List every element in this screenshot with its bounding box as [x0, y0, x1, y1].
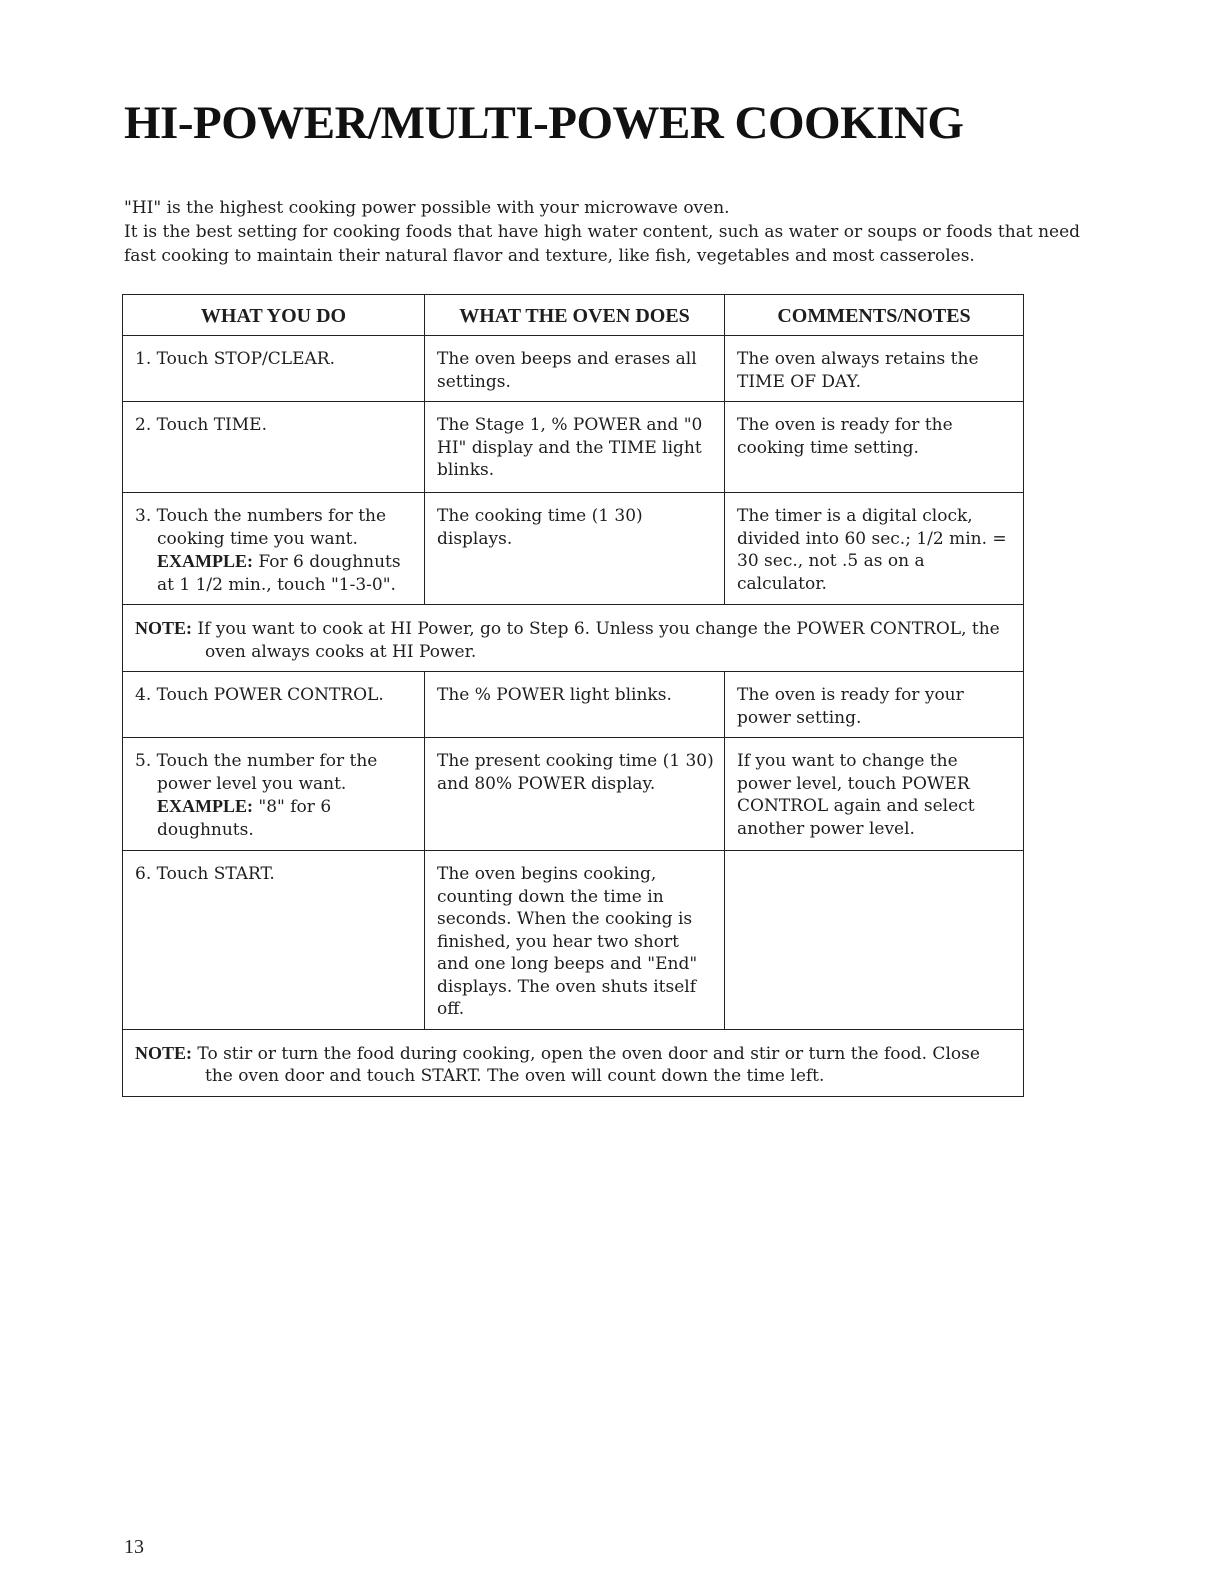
step-cell: [123, 672, 425, 738]
step-text: 6. Touch START.: [135, 864, 275, 884]
intro-line: It is the best setting for cooking foods that have high water content, such as water or soups or foods that need: [124, 222, 1081, 242]
notes-cell: The oven always retains the TIME OF DAY.: [725, 336, 1024, 402]
step-text: 4. Touch POWER CONTROL.: [135, 685, 384, 705]
example-line: [135, 795, 414, 841]
step-cell: [123, 336, 425, 402]
table-row: [123, 493, 1024, 605]
oven-cell: The oven begins cooking, counting down the time in seconds. When the cooking is finished, you hear two short and one long beeps and "End" displays. The oven shuts itself off.: [425, 851, 725, 1030]
example-text: For 6 doughnuts at 1 1/2 min., touch "1-3-0".: [157, 552, 401, 595]
example-label: EXAMPLE:: [157, 551, 253, 571]
instructions-table: [122, 294, 1024, 1097]
step-text: 2. Touch TIME.: [135, 415, 267, 435]
table-row: [123, 851, 1024, 1030]
example-line: [135, 550, 414, 596]
oven-cell: The % POWER light blinks.: [425, 672, 725, 738]
oven-cell: The present cooking time (1 30) and 80% POWER display.: [425, 738, 725, 851]
step-text: 3. Touch the numbers for the cooking time you want.: [135, 506, 387, 549]
header-what-the-oven-does: WHAT THE OVEN DOES: [425, 295, 725, 336]
note-text: [135, 1042, 1013, 1088]
note-cell: [123, 1029, 1024, 1096]
step-cell: [123, 738, 425, 851]
note-body: To stir or turn the food during cooking, open the oven door and stir or turn the food. Close the oven door and touch START. The oven will count down the time left.: [192, 1043, 980, 1086]
step-text: 5. Touch the number for the power level you want.: [135, 751, 378, 794]
notes-cell: The oven is ready for the cooking time setting.: [725, 402, 1024, 493]
table-row: [123, 336, 1024, 402]
step-text: 1. Touch STOP/CLEAR.: [135, 349, 335, 369]
step-cell: [123, 851, 425, 1030]
note-label: NOTE:: [135, 1042, 193, 1063]
note-row: [123, 605, 1024, 672]
oven-cell: The Stage 1, % POWER and "0 HI" display and the TIME light blinks.: [425, 402, 725, 493]
oven-cell: The oven beeps and erases all settings.: [425, 336, 725, 402]
header-comments-notes: COMMENTS/NOTES: [725, 295, 1024, 336]
notes-cell: The oven is ready for your power setting.: [725, 672, 1024, 738]
notes-cell: [725, 851, 1024, 1030]
example-label: EXAMPLE:: [157, 796, 253, 816]
note-row: [123, 1029, 1024, 1096]
oven-cell: The cooking time (1 30) displays.: [425, 493, 725, 605]
note-body: If you want to cook at HI Power, go to Step 6. Unless you change the POWER CONTROL, the oven always cooks at HI Power.: [192, 619, 1000, 662]
notes-cell: The timer is a digital clock, divided into 60 sec.; 1/2 min. = 30 sec., not .5 as on a calculator.: [725, 493, 1024, 605]
example-text: "8" for 6 doughnuts.: [157, 797, 332, 840]
note-label: NOTE:: [135, 618, 193, 638]
table-row: [123, 672, 1024, 738]
note-cell: [123, 605, 1024, 672]
table-row: [123, 402, 1024, 493]
table-header-row: [123, 295, 1024, 336]
intro-line: fast cooking to maintain their natural flavor and texture, like fish, vegetables and most casseroles.: [124, 246, 975, 266]
step-cell: [123, 402, 425, 493]
table-row: [123, 738, 1024, 851]
header-what-you-do: WHAT YOU DO: [123, 295, 425, 336]
notes-cell: If you want to change the power level, touch POWER CONTROL again and select another power level.: [725, 738, 1024, 851]
step-cell: [123, 493, 425, 605]
page-number: 13: [124, 1536, 144, 1558]
intro-paragraph: [124, 196, 1081, 268]
intro-line: "HI" is the highest cooking power possible with your microwave oven.: [124, 198, 730, 218]
page-title: HI-POWER/MULTI-POWER COOKING: [124, 97, 964, 149]
note-text: [135, 617, 1013, 663]
